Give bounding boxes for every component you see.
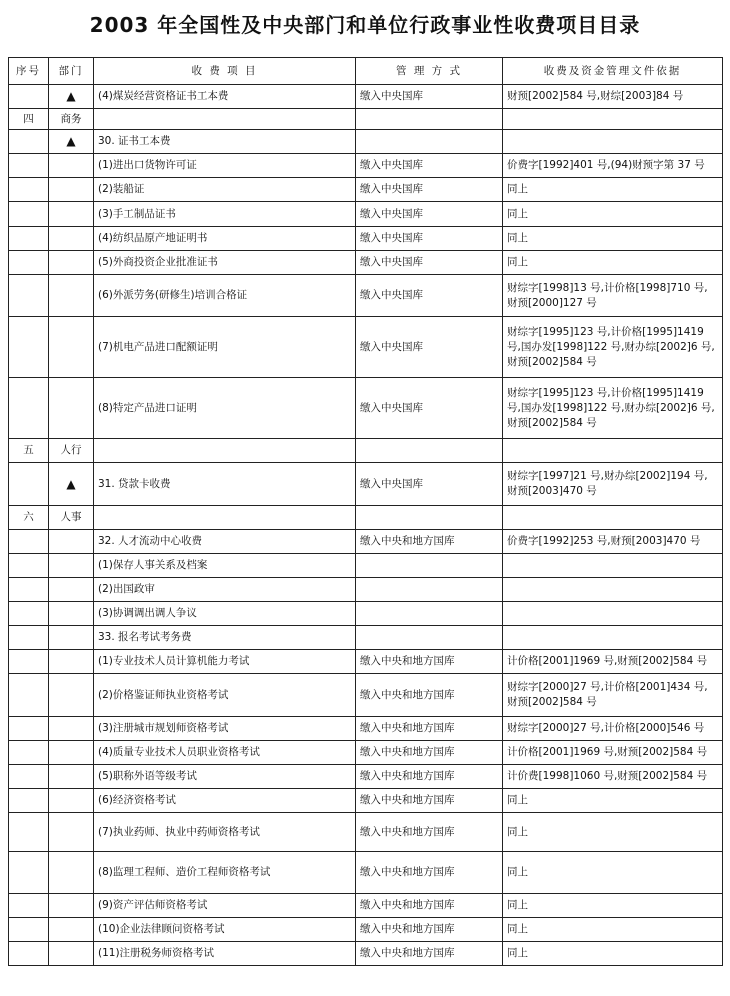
serial-cell xyxy=(9,650,49,674)
serial-cell xyxy=(9,463,49,506)
table-row xyxy=(9,741,723,765)
department-cell xyxy=(49,178,94,202)
management-cell: 缴入中央和地方国库 xyxy=(356,852,503,894)
document-basis-cell xyxy=(503,109,723,130)
table-row xyxy=(9,789,723,813)
table-row xyxy=(9,674,723,717)
serial-cell xyxy=(9,378,49,439)
table-row xyxy=(9,578,723,602)
serial-cell xyxy=(9,602,49,626)
document-basis-cell: 同上 xyxy=(503,918,723,942)
document-basis-cell: 同上 xyxy=(503,852,723,894)
serial-cell xyxy=(9,130,49,154)
management-cell xyxy=(356,554,503,578)
fee-item-cell: (9)资产评估师资格考试 xyxy=(94,894,356,918)
department-cell xyxy=(49,251,94,275)
table-row xyxy=(9,650,723,674)
fee-item-cell: (7)机电产品进口配额证明 xyxy=(94,317,356,378)
table-row xyxy=(9,852,723,894)
management-cell: 缴入中央国库 xyxy=(356,178,503,202)
fee-item-cell: (2)价格鉴证师执业资格考试 xyxy=(94,674,356,717)
serial-cell xyxy=(9,894,49,918)
document-basis-cell: 财综字[2000]27 号,计价格[2001]434 号,财预[2002]584 号 xyxy=(503,674,723,717)
document-basis-cell xyxy=(503,578,723,602)
table-row xyxy=(9,251,723,275)
header-management-method: 管 理 方 式 xyxy=(356,58,503,85)
fee-item-cell: (7)执业药师、执业中药师资格考试 xyxy=(94,813,356,852)
department-cell xyxy=(49,578,94,602)
fee-item-cell xyxy=(94,439,356,463)
serial-cell xyxy=(9,275,49,317)
document-basis-cell: 财综字[2000]27 号,计价格[2000]546 号 xyxy=(503,717,723,741)
table-row xyxy=(9,506,723,530)
fee-item-cell: (3)协调调出调人争议 xyxy=(94,602,356,626)
management-cell: 缴入中央和地方国库 xyxy=(356,741,503,765)
management-cell: 缴入中央和地方国库 xyxy=(356,650,503,674)
fee-item-cell: (8)监理工程师、造价工程师资格考试 xyxy=(94,852,356,894)
serial-cell xyxy=(9,178,49,202)
fee-item-cell: (4)纺织品原产地证明书 xyxy=(94,227,356,251)
department-cell xyxy=(49,378,94,439)
management-cell: 缴入中央和地方国库 xyxy=(356,789,503,813)
table-row xyxy=(9,530,723,554)
table-row xyxy=(9,317,723,378)
fee-item-cell: (6)外派劳务(研修生)培训合格证 xyxy=(94,275,356,317)
table-row xyxy=(9,602,723,626)
fee-item-cell: (1)保存人事关系及档案 xyxy=(94,554,356,578)
serial-cell xyxy=(9,578,49,602)
document-basis-cell: 计价格[2001]1969 号,财预[2002]584 号 xyxy=(503,650,723,674)
header-row xyxy=(9,58,723,85)
department-cell xyxy=(49,530,94,554)
department-cell xyxy=(49,813,94,852)
department-cell xyxy=(49,554,94,578)
department-cell xyxy=(49,275,94,317)
fee-item-cell: (5)职称外语等级考试 xyxy=(94,765,356,789)
serial-cell xyxy=(9,674,49,717)
fee-item-cell: (6)经济资格考试 xyxy=(94,789,356,813)
table-row xyxy=(9,626,723,650)
management-cell: 缴入中央和地方国库 xyxy=(356,674,503,717)
fee-item-cell: (10)企业法律顾问资格考试 xyxy=(94,918,356,942)
header-serial-number: 序号 xyxy=(9,58,49,85)
document-basis-cell xyxy=(503,602,723,626)
table-row xyxy=(9,227,723,251)
department-cell xyxy=(49,317,94,378)
document-basis-cell: 财综字[1997]21 号,财办综[2002]194 号,财预[2003]470 号 xyxy=(503,463,723,506)
management-cell xyxy=(356,439,503,463)
department-cell xyxy=(49,918,94,942)
table-row xyxy=(9,918,723,942)
table-row xyxy=(9,765,723,789)
table-row xyxy=(9,178,723,202)
serial-cell: 五 xyxy=(9,439,49,463)
management-cell: 缴入中央和地方国库 xyxy=(356,894,503,918)
department-cell: 人行 xyxy=(49,439,94,463)
table-row xyxy=(9,154,723,178)
document-basis-cell: 价费字[1992]253 号,财预[2003]470 号 xyxy=(503,530,723,554)
fee-item-cell: (8)特定产品进口证明 xyxy=(94,378,356,439)
serial-cell: 六 xyxy=(9,506,49,530)
document-basis-cell: 同上 xyxy=(503,789,723,813)
table-row xyxy=(9,942,723,966)
department-cell: 人事 xyxy=(49,506,94,530)
management-cell: 缴入中央和地方国库 xyxy=(356,717,503,741)
table-row xyxy=(9,463,723,506)
management-cell xyxy=(356,109,503,130)
document-basis-cell xyxy=(503,506,723,530)
fee-item-cell: (2)装船证 xyxy=(94,178,356,202)
management-cell: 缴入中央和地方国库 xyxy=(356,918,503,942)
department-cell xyxy=(49,154,94,178)
document-basis-cell: 同上 xyxy=(503,942,723,966)
serial-cell xyxy=(9,85,49,109)
management-cell: 缴入中央和地方国库 xyxy=(356,813,503,852)
management-cell: 缴入中央国库 xyxy=(356,85,503,109)
serial-cell xyxy=(9,918,49,942)
fee-item-cell: (4)质量专业技术人员职业资格考试 xyxy=(94,741,356,765)
management-cell xyxy=(356,130,503,154)
serial-cell xyxy=(9,765,49,789)
document-basis-cell: 同上 xyxy=(503,227,723,251)
fee-item-cell: (1)专业技术人员计算机能力考试 xyxy=(94,650,356,674)
fee-item-cell xyxy=(94,109,356,130)
document-basis-cell: 同上 xyxy=(503,894,723,918)
table-body xyxy=(9,85,723,966)
fee-item-cell: (5)外商投资企业批准证书 xyxy=(94,251,356,275)
serial-cell: 四 xyxy=(9,109,49,130)
department-cell: 商务 xyxy=(49,109,94,130)
document-basis-cell: 财预[2002]584 号,财综[2003]84 号 xyxy=(503,85,723,109)
document-basis-cell: 财综字[1998]13 号,计价格[1998]710 号,财预[2000]127 号 xyxy=(503,275,723,317)
department-cell xyxy=(49,227,94,251)
management-cell xyxy=(356,626,503,650)
page-title: 2003 年全国性及中央部门和单位行政事业性收费项目目录 xyxy=(89,13,641,37)
table-row xyxy=(9,554,723,578)
management-cell xyxy=(356,602,503,626)
table-row xyxy=(9,275,723,317)
serial-cell xyxy=(9,202,49,227)
fee-item-cell: (11)注册税务师资格考试 xyxy=(94,942,356,966)
department-cell xyxy=(49,852,94,894)
document-basis-cell: 同上 xyxy=(503,178,723,202)
document-basis-cell xyxy=(503,626,723,650)
table-row xyxy=(9,439,723,463)
document-basis-cell: 同上 xyxy=(503,813,723,852)
management-cell: 缴入中央国库 xyxy=(356,227,503,251)
management-cell: 缴入中央国库 xyxy=(356,275,503,317)
management-cell: 缴入中央国库 xyxy=(356,154,503,178)
department-cell xyxy=(49,650,94,674)
triangle-marker-icon: ▲ xyxy=(49,463,94,506)
serial-cell xyxy=(9,554,49,578)
serial-cell xyxy=(9,227,49,251)
table-row xyxy=(9,109,723,130)
management-cell: 缴入中央国库 xyxy=(356,463,503,506)
document-basis-cell: 价费字[1992]401 号,(94)财预字第 37 号 xyxy=(503,154,723,178)
table-row xyxy=(9,378,723,439)
fee-item-cell: (1)进出口货物许可证 xyxy=(94,154,356,178)
department-cell xyxy=(49,765,94,789)
table-row xyxy=(9,85,723,109)
fee-item-cell: 32. 人才流动中心收费 xyxy=(94,530,356,554)
fee-item-cell: (3)手工制品证书 xyxy=(94,202,356,227)
header-document-basis: 收费及资金管理文件依据 xyxy=(503,58,723,85)
department-cell xyxy=(49,602,94,626)
department-cell xyxy=(49,626,94,650)
serial-cell xyxy=(9,852,49,894)
serial-cell xyxy=(9,789,49,813)
serial-cell xyxy=(9,154,49,178)
department-cell xyxy=(49,202,94,227)
fee-item-cell: 33. 报名考试考务费 xyxy=(94,626,356,650)
fee-item-cell: (2)出国政审 xyxy=(94,578,356,602)
document-basis-cell: 财综字[1995]123 号,计价格[1995]1419 号,国办发[1998]122 号,财办综[2002]6 号,财预[2002]584 号 xyxy=(503,378,723,439)
fee-item-cell: 30. 证书工本费 xyxy=(94,130,356,154)
table-row xyxy=(9,717,723,741)
fee-item-cell xyxy=(94,506,356,530)
serial-cell xyxy=(9,251,49,275)
fee-catalog-table xyxy=(8,57,723,966)
fee-item-cell: (4)煤炭经营资格证书工本费 xyxy=(94,85,356,109)
serial-cell xyxy=(9,741,49,765)
fee-item-cell: 31. 贷款卡收费 xyxy=(94,463,356,506)
department-cell xyxy=(49,894,94,918)
serial-cell xyxy=(9,317,49,378)
department-cell xyxy=(49,717,94,741)
fee-item-cell: (3)注册城市规划师资格考试 xyxy=(94,717,356,741)
management-cell: 缴入中央和地方国库 xyxy=(356,765,503,789)
department-cell xyxy=(49,674,94,717)
management-cell xyxy=(356,578,503,602)
document-basis-cell xyxy=(503,554,723,578)
table-row xyxy=(9,202,723,227)
serial-cell xyxy=(9,530,49,554)
table-row xyxy=(9,813,723,852)
document-basis-cell: 计价格[2001]1969 号,财预[2002]584 号 xyxy=(503,741,723,765)
header-fee-item: 收 费 项 目 xyxy=(94,58,356,85)
management-cell: 缴入中央国库 xyxy=(356,202,503,227)
management-cell: 缴入中央国库 xyxy=(356,251,503,275)
document-basis-cell: 同上 xyxy=(503,251,723,275)
table-row xyxy=(9,894,723,918)
management-cell: 缴入中央和地方国库 xyxy=(356,530,503,554)
document-basis-cell: 计价费[1998]1060 号,财预[2002]584 号 xyxy=(503,765,723,789)
management-cell: 缴入中央和地方国库 xyxy=(356,942,503,966)
management-cell xyxy=(356,506,503,530)
management-cell: 缴入中央国库 xyxy=(356,378,503,439)
triangle-marker-icon: ▲ xyxy=(49,85,94,109)
management-cell: 缴入中央国库 xyxy=(356,317,503,378)
document-basis-cell: 财综字[1995]123 号,计价格[1995]1419 号,国办发[1998]122 号,财办综[2002]6 号,财预[2002]584 号 xyxy=(503,317,723,378)
serial-cell xyxy=(9,942,49,966)
table-row xyxy=(9,130,723,154)
department-cell xyxy=(49,942,94,966)
document-basis-cell xyxy=(503,439,723,463)
document-basis-cell: 同上 xyxy=(503,202,723,227)
department-cell xyxy=(49,789,94,813)
serial-cell xyxy=(9,626,49,650)
triangle-marker-icon: ▲ xyxy=(49,130,94,154)
header-department: 部门 xyxy=(49,58,94,85)
serial-cell xyxy=(9,717,49,741)
department-cell xyxy=(49,741,94,765)
serial-cell xyxy=(9,813,49,852)
document-basis-cell xyxy=(503,130,723,154)
